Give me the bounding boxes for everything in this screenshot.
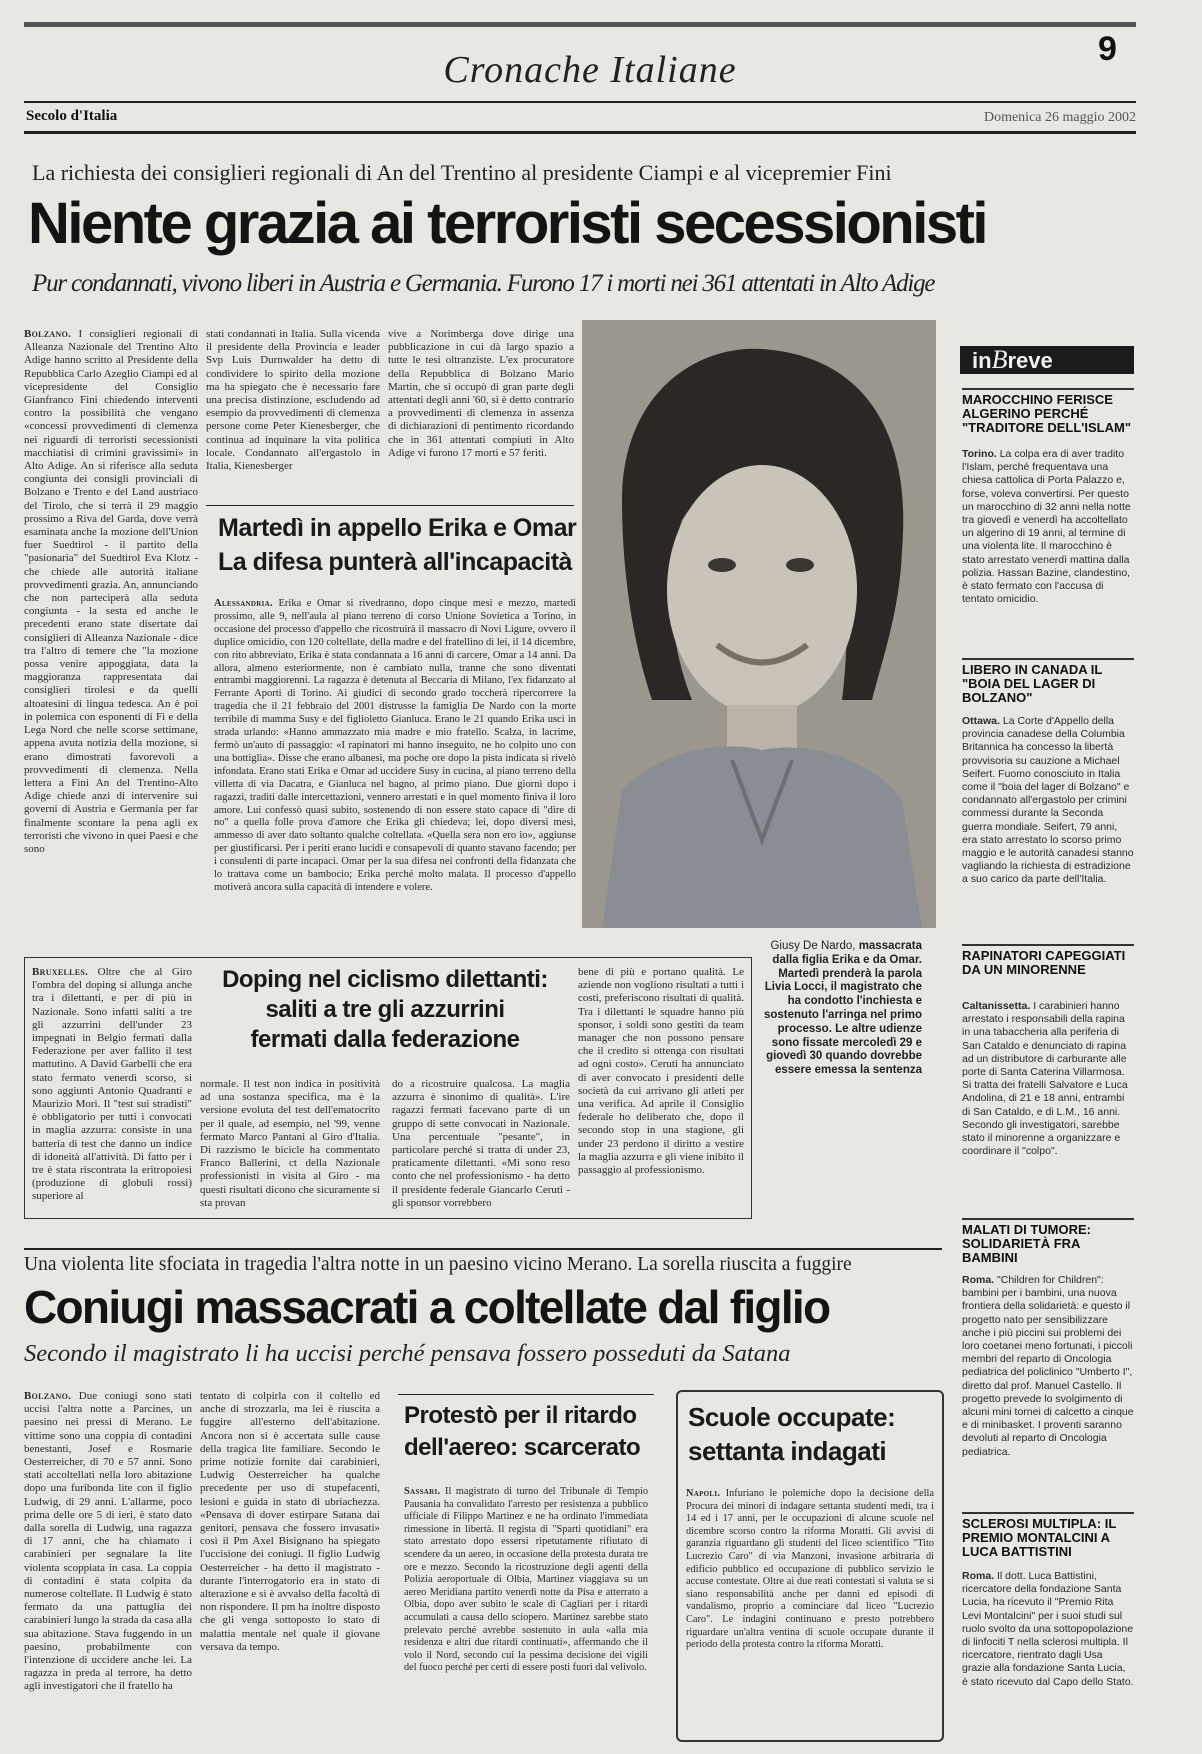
aereo-place: Sassari. [404,1486,441,1497]
doping-col-1 [32,966,192,1214]
brief-3-text [962,1000,1134,1204]
merano-col-1 [24,1390,192,1742]
doping-col2-text: normale. Il test non indica in positività ad una sostanza specifica, ma è la versione evoluta del test dell'ematocrito per il quale, ad esempio, nel '99, venne fermato Marco Pantani al Giro d'Italia. Di razzismo le bicicle ha commentato Franco Ballerini, ct della Nazionale professionisti in visita al Giro - ma questi risultati dicono che sicuramente si sta provan [200,1078,380,1209]
merano-col2-text: tentato di colpirla con il coltello ed anche di strozzarla, ma lei è riuscita a fuggire all'esterno dell'abitazione. Ancora non si è accertata sulle cause della tragica lite familiare. Secondo le prime notizie fornite dai carabinieri, Ludwig Oesterreicher ha qualche precedente per uso di stupefacenti, lesioni e guida in stato di ubriachezza. «Pensava di dover estirpare Satana dai genitori, pensava che fossero invasati» così il Pm Axel Bisignano ha spiegato l'uccisione dei coniugi. Il figlio Ludwig Oesterreicher - ha detto il magistrato - durante l'interrogatorio era in stato di alterazione e si è avvalso della facoltà di non rispondere. Il pm ha inoltre disposto che gli venga sottoposto lo stato di malattia mentale nel quale il giovane versava da tempo. [200,1390,380,1653]
masthead-rule-bottom [24,131,1136,134]
merano-kicker: Una violenta lite sfociata in tragedia l'altra notte in un paesino vicino Merano. La sorella riuscita a fuggire [24,1254,852,1275]
masthead-rule [24,101,1136,103]
brief-5-title: SCLEROSI MULTIPLA: IL PREMIO MONTALCINI A LUCA BATTISTINI [962,1512,1134,1559]
doping-col4-text: bene di più e portano qualità. Le aziende non vogliono risultati a tutti i costi, preferiscono risultati di qualità. Tra i dilettanti le squadre hanno più sponsor, i soldi sono gestiti da team manager che non possono pensare che il credito si ottenga con risultati ad ogni costo». Ceruti ha annunciato di aver convocato i presidenti delle società da cui arrivano gli atleti per una verifica. Ad aprile il Consiglio federale ho deliberato che, dopo il secondo stop in una stagione, gli under 23 perdono il diritto a vestire la maglia azzurra e gli viene inibito il passaggio al professionismo. [578,966,744,1177]
aereo-text [404,1486,648,1742]
photo-caption [752,940,922,1078]
lead-col-1 [24,328,198,928]
scuole-text [686,1488,934,1734]
doping-headline-1: Doping nel ciclismo dilettanti: [222,966,548,993]
brief-1-body: La colpa era di aver tradito l'Islam, perché frequentava una chiesa cattolica di Porta Palazzo e, forse, voleva convertirsi. Per questo un marocchino di 32 anni nella notte tra giovedì e venerdì ha accoltellato un algerino di 19 anni, al termine di una violenta lite. Il marocchino è stato arrestato venerdì mattina dalla polizia. Hassan Bazine, clandestino, è stato fermato con l'accusa di tentato omicidio. [962,448,1131,606]
caption-name: Giusy De Nardo, [770,940,856,952]
aereo-headline-1: Protestò per il ritardo [404,1402,637,1429]
scuole-headline-2: settanta indagati [688,1436,887,1466]
lead-col1-text: I consiglieri regionali di Alleanza Nazionale del Trentino Alto Adige hanno scritto al Presidente della Repubblica Carlo Azeglio Ciampi ed al vicepresidente del Consiglio Gianfranco Fini chiedendo interventi contro la possibilità che vengano «concessi provvedimenti di clemenza nei riguardi di terroristi secessionisti macchiatisi di crimini gravissimi» in Alto Adige. An si riferisce alla seduta congiunta dei consigli provinciali di Bolzano e Trento e del Land austriaco del Tirolo, che si terrà il 29 maggio prossimo a Riva del Garda, dove verrà esaminata anche la mozione dell'Union fuer Suedtirol - il partito della "pasionaria" del Suedtirol Eva Klotz - che chiede alle autorità italiane provvedimenti grazia. An, annunciando che non parteciperà alla seduta congiunta - la sesta ed anche le precedenti erano state disertate dai consiglieri di Alleanza Nazionale - dice tra l'altro di temere che "la mozione possa venire appoggiata, data la maggioranza rappresentata dai consiglieri tirolesi e da quelli altoatesini di lingua tedesca. An è poi in polemica con esponenti di Fi e della Lega Nord che nelle scorse settimane, appena avuta notizia della mozione, si erano dimostrati favorevoli a provvedimenti di clemenza. Nella lettera a Fini An del Trentino-Alto Adige chiede anzi di intervenire sui governi di Austria e Germania per far finalmente scontare la pena agli ex terroristi che vivono in quei Paesi e che sono [24,328,198,855]
lead-kicker: La richiesta dei consiglieri regionali di An del Trentino al presidente Ciampi e al vicepremier Fini [32,160,892,185]
issue-date: Domenica 26 maggio 2002 [983,110,1136,125]
brief-4-text [962,1274,1134,1494]
erika-headline-1: Martedì in appello Erika e Omar [218,514,577,542]
brief-5-text [962,1570,1134,1730]
brief-3-place: Caltanissetta. [962,1000,1031,1012]
brief-2-title: LIBERO IN CANADA IL "BOIA DEL LAGER DI BOLZANO" [962,658,1134,705]
aereo-body: Il magistrato di turno del Tribunale di Tempio Pausania ha convalidato l'arresto per resistenza a pubblico ufficiale di Filippo Martinez e ne ha ordinato l'immediata rimessione in libertà. Il regista di "Sparti quotidiani" era stato arrestato dopo essersi ripetutamente rifiutato di scendere da un aereo, in occasione della protesta durata tre ore e mezzo. Secondo la ricostruzione degli agenti della Polizia aeroportuale di Olbia, Martinez viaggiava su un aereo Meridiana partito venerdì notte da Pisa e atterrato a Olbia, dopo aver subito le scale di Cagliari per i ritardi accumulati a causa dello sciopero. Martinez sarebbe stato prelevato perché avrebbe sostenuto in aula «alla mia residenza e altri due ritardi continuati», affermando che il volo il Nord, secondo cui la pessima decisione dei vigili del fuoco perché per certi di essere posti fuori dal velivolo. [404,1486,648,1674]
doping-col3-text: do a ricostruire qualcosa. La maglia azzurra è sinonimo di qualità». L'ire ragazzi fermati facevano parte di un gruppo di sette convocati in Nazionale. Una percentuale "pesante", in particolare perché si tratta di under 23, praticamente dilettanti. «Mi sono reso conto che nel professionismo - ha detto il presidente federale Giancarlo Ceruti - gli sponsor vorrebbero [392,1078,570,1209]
in-breve-in: in [972,348,992,373]
erika-body: Erika e Omar si rivedranno, dopo cinque mesi e mezzo, martedì prossimo, alle 9, nell'aula al piano terreno di corso Unione Sovietica a Torino, in occasione del processo d'appello che ricostruirà il massacro di Novi Ligure, ovvero il duplice omicidio, con 120 coltellate, della madre e del fratellino di lei, il 14 dicembre, con rito abbreviato, Erika è stata condannata a 16 anni di carcere, Omar a 14 anni. Da allora, almeno esteriormente, non è cambiato nulla, tranne che sono diventati entrambi maggiorenni. La ragazza è detenuta al Beccaria di Milano, l'ex fidanzato al Ferrante Aporti di Torino. Ai giudici di secondo grado toccherà ripercorrere la tragedia che il 21 febbraio del 2001 distrusse la famiglia De Nardo con la morte terribile di mamma Susy e del figlioletto Gianluca. Erano le 21 quando Erika uscì in strada urlando: «Hanno ammazzato mia madre e mio fratello. Scalza, in lacrime, fermò un'auto di passaggio: «I rapinatori mi hanno inseguito, ne ho colpito uno con una bottiglia». Disse che erano albanesi, ma poche ore dopo la pista indicata si rivelò infondata. Erano stati Erika e Omar ad uccidere Susy in cucina, al piano terreno della villetta di via Dacatra, e Gianluca nel bagno, al primo piano. Due giorni dopo i ragazzi, traditi dalle intercettazioni, vennero arrestati e in quel momento finiva il loro amore. Lui confessò quasi subito, sostenendo di non essere stato capace di "dire di no" a quella folle prova d'amore che Erika gli chiedeva; lei, dopo diversi mesi, ammesso di aver dato soltanto qualche coltellata. «Quella sera non ero io», aggiunse per giustificarsi. Per i periti erano lucidi e consapevoli di quanto stavano facendo; per i consulenti di parte incapaci. Omar per la sua difesa nei confronti della fidanzata che lo trattava come un bambocio; Erika perché molto malata. Il processo d'appello motiverà ancora sulla capacità di intendere e volere. [214,598,576,893]
in-breve-reve: reve [1007,348,1053,373]
erika-headline-2: La difesa punterà all'incapacità [218,548,572,576]
brief-4-body: "Children for Children": bambini per i bambini, una nuova frontiera della solidarietà: e questo il progetto nato per sensibilizzare anche i più piccini sui problemi dei loro coetanei meno fortunati, i piccoli membri del reparto di Oncologia pediatrica del policlinico "Umberto I", diretto dal prof. Manuel Castello. Il progetto prevede lo svolgimento di alcuni mini tornei di calcetto a cinque e di minibasket. I proventi saranno devoluti al reparto di Oncologia pediatrica. [962,1274,1134,1458]
brief-2-body: La Corte d'Appello della provincia canadese della Columbia Britannica ha concesso la libertà provvisoria su cauzione a Michael Seifert. Fuomo conosciuto in Italia come il "boia del lager di Bolzano" e condannato all'ergastolo per crimini commessi durante la Seconda guerra mondiale. Seifert, 79 anni, era stato arrestato lo scorso primo maggio e le autorità canadesi stanno vagliando la richiesta di estradizione a suo carico da parte dell'Italia. [962,715,1134,886]
merano-headline: Coniugi massacrati a coltellate dal figlio [24,1281,830,1333]
brief-4-title: MALATI DI TUMORE: SOLIDARIETÀ FRA BAMBINI [962,1218,1134,1265]
top-rule [24,22,1136,27]
merano-rule [24,1248,942,1250]
page-number: 9 [1098,30,1117,68]
erika-rule [206,505,574,506]
brief-4-place: Roma. [962,1274,995,1286]
doping-place: Bruxelles. [32,966,89,978]
in-breve-banner [960,346,1134,374]
lead-col3-text: vive a Norimberga dove dirige una pubblicazione in cui dà largo spazio a tutte le tesi oltranziste. L'ex procuratore della Repubblica di Bolzano Mario Martin, che si occupò di gran parte degli attentati degli anni '60, si è detto contrario a provvedimenti di clemenza in assenza di dichiarazioni di pentimento ricordando che in 361 attentati compiuti in Alto Adige vi furono 17 morti e 57 feriti. [388,328,574,459]
doping-col-4 [578,966,744,1214]
brief-2-text [962,715,1134,937]
erika-text [214,598,576,928]
lead-subhead: Pur condannati, vivono liberi in Austria e Germania. Furono 17 i morti nei 361 attentati in Alto Adige [32,270,935,297]
merano-subhead: Secondo il magistrato li ha uccisi perché pensava fossero posseduti da Satana [24,1340,791,1367]
portrait-photo [582,320,936,928]
brief-3-body: I carabinieri hanno arrestato i responsabili della rapina in una tabaccheria alla periferia di San Cataldo e denunciato di rapina ad un distributore di carburante alle porte di Santa Caterina Villarmosa. Si tratta dei fratelli Salvatore e Luca Andolina, di 21 e 18 anni, entrambi di San Cataldo, e di L.M., 16 anni. Secondo gli investigatori, sarebbe stato il minorenne a organizzare e coordinare il "colpo". [962,1000,1128,1158]
doping-headline-2: saliti a tre gli azzurrini [265,996,505,1023]
in-breve-b: B [991,345,1008,374]
doping-col-2 [200,1078,380,1212]
merano-place: Bolzano. [24,1390,72,1402]
brief-1-place: Torino. [962,448,997,460]
brief-1-title: MAROCCHINO FERISCE ALGERINO PERCHÉ "TRADITORE DELL'ISLAM" [962,388,1134,435]
section-title: Cronache Italiane [443,49,737,91]
merano-col-2 [200,1390,380,1742]
lead-place: Bolzano. [24,328,72,340]
scuole-headline-1: Scuole occupate: [688,1402,896,1432]
lead-headline: Niente grazia ai terroristi secessionisti [28,191,987,256]
doping-col1-text: Oltre che al Giro l'ombra del doping si allunga anche tra i dilettanti, e per di più in Nazionale. Sono infatti saliti a tre gli azzurrini dell'under 23 impegnati in Belgio fermati dalla Federazione per aver fallito il test mattutino. A David Garbelli che era stato fermato venerdì scorso, si sono aggiunti Antonio Quadranti e Maurizio Mori. Il "test sui stradisti" è obbligatorio per tutti i convocati in maglia azzurra: consiste in una batteria di test che danno un indice di idoneità all'attività. Di fatto per i tre è stata riscontrata la eritropoiesi (produzione di globuli rossi) superiore al [32,966,192,1203]
aereo-headline-2: dell'aereo: scarcerato [404,1434,641,1461]
doping-col-3 [392,1078,570,1212]
merano-col1-text: Due coniugi sono stati uccisi l'altra notte a Parcines, un paesino nei pressi di Merano. Le vittime sono una coppia di contadini benestanti, Josef e Rosmarie Oesterreicher, di 70 e 57 anni. Sono stati accoltellati nella loro abitazione dopo una furibonda lite con il figlio Ludwig, di 29 anni. L'allarme, poco prima delle ore 5 di ieri, è stato dato dalla sorella di Ludwig, una ragazza di 17 anni, che ha chiamato i carabinieri per segnalare la lite violenta scoppiata in casa. La coppia di contadini è stata colpita da numerose coltellate. Il Ludwig è stato fermato da una pattuglia dei carabinieri lungo la strada da casa alla sua abitazione. Stava fuggendo in un paesino, probabilmente con l'intenzione di uccidere anche lei. La ragazza in preda al terrore, ha detto agli investigatori che il fratello ha [24,1390,192,1693]
doping-headline-3: fermati dalla federazione [250,1026,520,1053]
brief-3-title: RAPINATORI CAPEGGIATI DA UN MINORENNE [962,944,1134,977]
portrait-illustration [582,320,936,928]
lead-col-3 [388,328,574,494]
brief-5-body: Il dott. Luca Battistini, ricercatore della fondazione Santa Lucia, ha ricevuto il "Premio Rita Levi Montalcini" per i suoi studi sul ruolo svolto da una sottopopolazione di linfociti T nella sclerosi multipla. Il ricercatore, rientrato dagli Usa grazie alla fondazione Santa Lucia, è stato ricevuto dal Capo dello Stato. [962,1570,1134,1688]
lead-col2-text: stati condannati in Italia. Sulla vicenda il presidente della Provincia e leader Svp Luis Durnwalder ha detto di condividere lo spirito della mozione ma ha spiegato che è necessario fare una precisa distinzione, escludendo ad esempio da provvedimenti di clemenza persone come Peter Kienesberger, che continua ad inquinare la vita politica locale. Condannato all'ergastolo in Italia, Kienesberger [206,328,380,473]
brief-2-place: Ottawa. [962,715,1000,727]
aereo-rule [398,1394,654,1395]
brief-1-text [962,448,1134,638]
erika-place: Alessandria. [214,598,273,609]
paper-name: Secolo d'Italia [26,108,118,124]
scuole-body: Infuriano le polemiche dopo la decisione della Procura dei minori di indagare settanta studenti medi, tra i 14 ed i 17 anni, per le occupazioni di alcune scuole nel dicembre scorso contro la riforma Moratti. Gli avvisi di garanzia riguardano gli studenti del liceo scientifico "Tito Lucrezio Caro" di via Manzoni, invasione arbitraria di edificio pubblico ed occupazione di pubblico servizio le accuse contestate. Oltre ai due reati contestati si valuta se si siano responsabilità anche per danni ed episodi di vandalismo, proprio a cominciare dal liceo "Lucrezio Caro". Le indagini continuano e presto potrebbero riguardare un'altra ventina di scuole occupate durante il periodo della protesta contro la riforma Moratti. [686,1488,934,1651]
scuole-place: Napoli. [686,1488,721,1499]
brief-5-place: Roma. [962,1570,995,1582]
caption-text: massacrata dalla figlia Erika e da Omar. Martedì prenderà la parola Livia Locci, il magistrato che ha condotto l'inchiesta e sostenuto l'arringa nel primo processo. Le altre udienze sono fissate mercoledì 29 e giovedì 30 quando dovrebbe essere emessa la sentenza [763,940,922,1077]
lead-col-2 [206,328,380,494]
